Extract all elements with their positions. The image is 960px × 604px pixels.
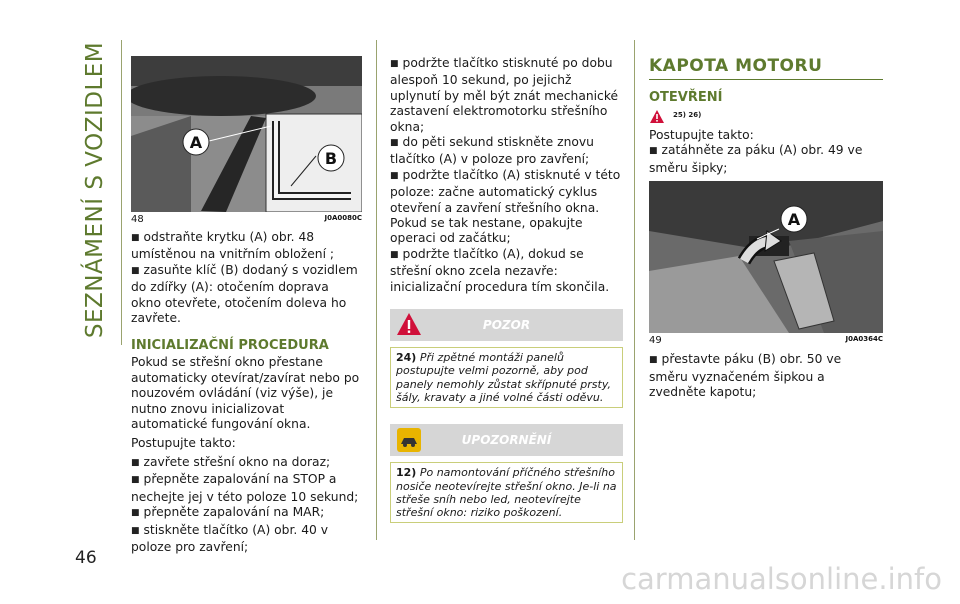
pozor-number: 24) [396,351,417,365]
col1-step-1: ■ zavřete střešní okno na doraz; [131,455,362,472]
col1-paragraph: Pokud se střešní okno přestane automaticky otevírat/zavírat nebo po nouzovém ovládání (viz výše), je nutno znovu inicializovat automatické fungování okna. [131,355,360,432]
upozorneni-text: Po namontování příčného střešního nosiče neotevírejte střešní okno. Je-li na střeše sníh nebo led, neotevírejte střešní okno: riziko poškození. [396,466,617,520]
column-1 [131,56,362,555]
watermark: carmanualsonline.info [621,562,942,596]
pozor-text: Při zpětné montáži panelů postupujte velmi pozorně, aby pod panely nemohly zůstat skřípnuté prsty, šály, kravaty a jiné volné části oděvu. [396,351,611,404]
warning-refs: 25) 26) [673,111,702,119]
column-3 [649,56,883,400]
column-divider-1 [376,40,377,540]
col3-bullet-2: ■ přestavte páku (B) obr. 50 ve směru vyznačeném šipkou a zvedněte kapotu; [649,352,883,400]
figure-49-image [649,181,883,333]
col2-bullet-4: ■ podržte tlačítko (A), dokud se střešní okno zcela nezavře: inicializační procedura tím skončila. [390,247,623,295]
pozor-header [390,309,623,341]
column-divider-2 [634,40,635,540]
figure-48-code: J0A0080C [324,214,362,222]
upozorneni-box [390,424,623,523]
sidebar-title-text: SEZNÁMENÍ S VOZIDLEM [82,41,108,339]
sidebar-divider [121,40,122,345]
col1-step-2: ■ přepněte zapalování na STOP a nechejte jej v této poloze 10 sekund; [131,472,362,505]
title-underline [649,79,883,80]
sunroof-illustration [131,56,362,212]
section-sidebar-title [75,40,115,340]
figure-48-number: 48 [131,214,144,225]
pozor-body [390,347,623,408]
figure-49-code: J0A0364C [845,335,883,344]
col3-bullet-1: ■ zatáhněte za páku (A) obr. 49 ve směru šipky; [649,143,883,176]
upozorneni-title: UPOZORNĚNÍ [461,433,552,448]
column-2 [390,56,623,523]
col1-step-4: ■ stiskněte tlačítko (A) obr. 40 v poloze pro zavření; [131,523,362,556]
col2-bullet-2: ■ do pěti sekund stiskněte znovu tlačítko (A) v poloze pro zavření; [390,135,623,168]
page-number: 46 [75,548,97,568]
upozorneni-number: 12) [396,466,417,480]
subsection-title-open: OTEVŘENÍ [649,90,723,105]
pozor-box [390,309,623,408]
hood-lever-illustration [649,181,883,333]
col1-bullet-1: ■ odstraňte krytku (A) obr. 48 umístěnou na vnitřním obložení ; [131,230,362,263]
col3-steps-label: Postupujte takto: [649,128,754,142]
col1-step-3: ■ přepněte zapalování na MAR; [131,505,362,522]
danger-triangle-small-icon [649,109,665,124]
figure-48-label-a: A [189,133,203,152]
pozor-title: POZOR [482,318,531,333]
figure-48-image [131,56,362,212]
figure-49-caption [649,335,883,346]
upozorneni-body [390,462,623,523]
figure-49-label-a: A [787,210,801,230]
section-heading-initialization: INICIALIZAČNÍ PROCEDURA [131,338,329,354]
section-title-hood: KAPOTA MOTORU [649,56,823,76]
upozorneni-header [390,424,623,456]
col1-bullet-2: ■ zasuňte klíč (B) dodaný s vozidlem do zdířky (A): otočením doprava okno otevřete, otočením doleva ho zavřete. [131,263,362,327]
warning-refs-row [649,109,883,125]
figure-49-number: 49 [649,335,662,347]
col2-bullet-3: ■ podržte tlačítko (A) stisknuté v této poloze: začne automatický cyklus otevření a zavření střešního okna. Pokud se tak nestane, opakujte operaci od začátku; [390,168,623,247]
col2-bullet-1: ■ podržte tlačítko stisknuté po dobu alespoň 10 sekund, po jejichž uplynutí by měl být znát mechanické zastavení elektromotorku střešního okna; [390,56,623,135]
col1-steps-label: Postupujte takto: [131,436,236,451]
figure-48-caption [131,214,362,225]
figure-48-label-b: B [324,149,338,168]
